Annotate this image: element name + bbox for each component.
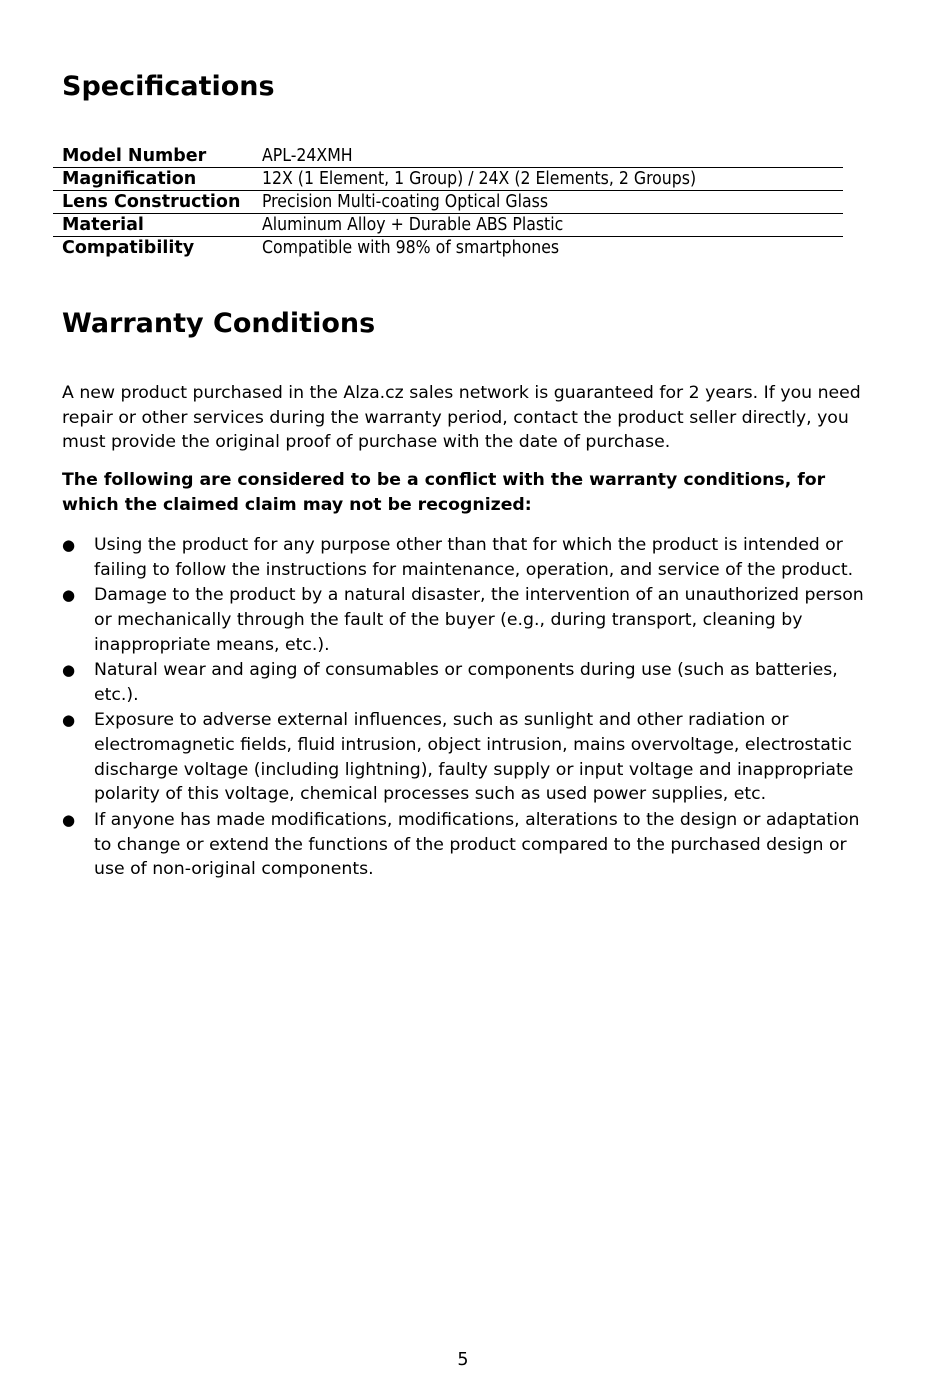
spec-value: APL-24XMH: [262, 146, 353, 166]
list-item-text: If anyone has made modifications, modifications, alterations to the design or adaptation to change or extend the functions of the product compared to the purchased design or use of non-original components.: [94, 809, 860, 880]
bullet-icon: ●: [62, 586, 76, 605]
list-item-text: Exposure to adverse external influences, such as sunlight and other radiation or electromagnetic fields, fluid intrusion, object intrusion, mains overvoltage, electrostatic discharge voltage (including lightning), faulty supply or input voltage and inappropriate polarity of this voltage, chemical processes such as used power supplies, etc.: [94, 710, 854, 805]
spec-label: Lens Construction: [53, 191, 253, 214]
table-row: [53, 145, 843, 168]
spec-value: Precision Multi-coating Optical Glass: [253, 191, 843, 214]
spec-value: Aluminum Alloy + Durable ABS Plastic: [253, 214, 843, 237]
spec-label: Model Number: [62, 146, 207, 166]
specifications-table: [53, 145, 843, 259]
bullet-icon: ●: [62, 660, 76, 679]
spec-value: 12X (1 Element, 1 Group) / 24X (2 Elements, 2 Groups): [253, 168, 843, 191]
list-item: [62, 708, 872, 807]
bullet-icon: ●: [62, 711, 76, 730]
list-item: [62, 658, 872, 708]
table-row: [53, 214, 843, 237]
spec-label: Material: [53, 214, 253, 237]
list-item: [62, 808, 872, 882]
specifications-heading: Specifications: [62, 71, 275, 102]
table-row: [53, 237, 843, 260]
warranty-intro-paragraph: A new product purchased in the Alza.cz sales network is guaranteed for 2 years. If you need repair or other services during the warranty period, contact the product seller directly, you must provide the original proof of purchase with the date of purchase.: [62, 383, 861, 452]
bullet-icon: ●: [62, 536, 76, 554]
list-item-text: Natural wear and aging of consumables or components during use (such as batteries, etc.).: [94, 659, 838, 705]
spec-label: Magnification: [53, 168, 253, 191]
list-item: [62, 583, 872, 657]
warranty-conflict-heading: The following are considered to be a conflict with the warranty conditions, for which the claimed claim may not be recognized:: [62, 470, 826, 515]
warranty-conditions-list: [62, 533, 872, 883]
spec-value: Compatible with 98% of smartphones: [253, 237, 843, 260]
table-row: [53, 191, 843, 214]
list-item-text: Using the product for any purpose other than that for which the product is intended or failing to follow the instructions for maintenance, operation, and service of the product.: [94, 535, 854, 580]
list-item-text: Damage to the product by a natural disaster, the intervention of an unauthorized person or mechanically through the fault of the buyer (e.g., during transport, cleaning by inappropriate means, etc.).: [94, 585, 864, 655]
warranty-heading: Warranty Conditions: [62, 308, 376, 339]
spec-label: Compatibility: [53, 237, 253, 260]
page-number: 5: [457, 1350, 469, 1370]
bullet-icon: ●: [62, 810, 76, 829]
table-row: [53, 168, 843, 191]
list-item: [62, 533, 872, 583]
